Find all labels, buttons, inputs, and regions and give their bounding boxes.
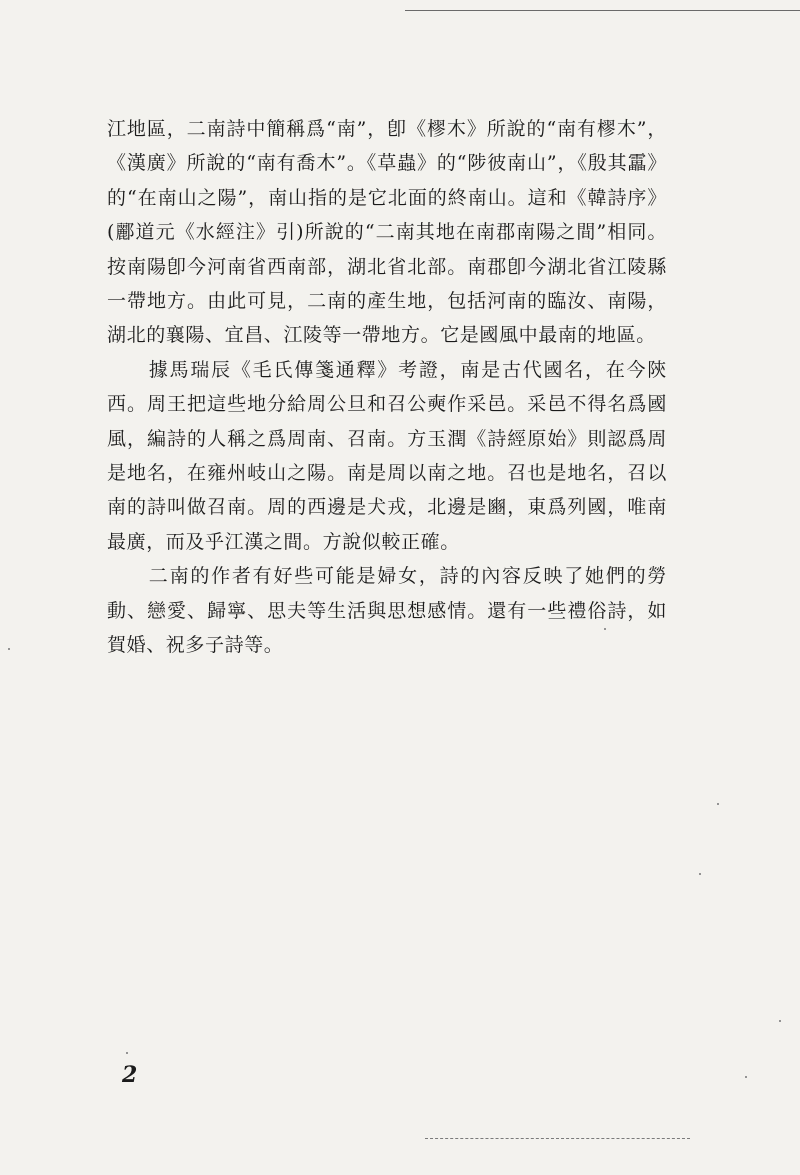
scan-speck <box>604 628 606 630</box>
scan-speck <box>717 803 719 805</box>
paragraph-3: 二南的作者有好些可能是婦女，詩的內容反映了她們的勞動、戀愛、歸寧、思夫等生活與思想感情。還有一些禮俗詩，如賀婚、祝多子詩等。 <box>107 565 667 657</box>
scan-speck <box>8 648 10 650</box>
paragraph-2: 據馬瑞辰《毛氏傳箋通釋》考證，南是古代國名，在今陝西。周王把這些地分給周公旦和召公奭作采邑。采邑不得名爲國風，編詩的人稱之爲周南、召南。方玉潤《詩經原始》則認爲周是地名，在雍州岐山之陽。南是周以南之地。召也是地名，召以南的詩叫做召南。周的西邊是犬戎，北邊是豳，東爲列國，唯南最廣，而及乎江漢之間。方說似較正確。 <box>107 358 667 553</box>
top-rule <box>405 10 800 11</box>
scan-speck <box>126 1052 128 1054</box>
body-text <box>107 112 667 663</box>
paragraph-1: 江地區，二南詩中簡稱爲“南”，卽《樛木》所說的“南有樛木”，《漢廣》所說的“南有喬木”。《草蟲》的“陟彼南山”，《殷其靁》的“在南山之陽”，南山指的是它北面的終南山。這和《韓詩序》(酈道元《水經注》引)所說的“二南其地在南郡南陽之間”相同。按南陽卽今河南省西南部，湖北省北部。南郡卽今湖北省江陵縣一帶地方。由此可見，二南的產生地，包括河南的臨汝、南陽，湖北的襄陽、宜昌、江陵等一帶地方。它是國風中最南的地區。 <box>107 118 667 347</box>
scan-speck <box>779 1020 781 1022</box>
scan-speck <box>699 873 701 875</box>
page-number: 2 <box>122 1062 138 1088</box>
scan-speck <box>745 1076 747 1078</box>
bottom-rule <box>425 1138 690 1141</box>
